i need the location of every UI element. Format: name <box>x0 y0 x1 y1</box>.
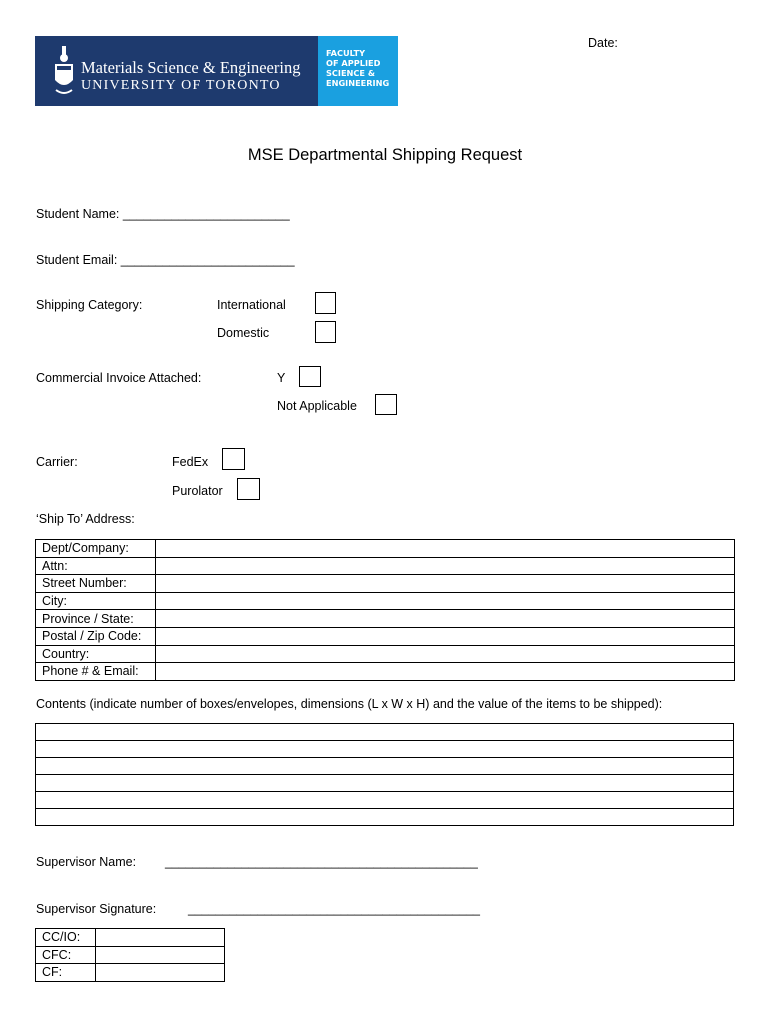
address-row-input[interactable] <box>156 627 735 645</box>
department-logo <box>35 36 398 106</box>
contents-line[interactable] <box>36 741 733 758</box>
address-row-input[interactable] <box>156 540 735 558</box>
carrier-label: Carrier: <box>36 455 78 469</box>
purolator-checkbox[interactable] <box>237 478 260 500</box>
invoice-not-applicable-label: Not Applicable <box>277 399 357 413</box>
international-label: International <box>217 298 286 312</box>
account-row-label: CC/IO: <box>36 929 96 947</box>
account-row-label: CFC: <box>36 946 96 964</box>
table-row <box>36 557 735 575</box>
contents-line[interactable] <box>36 792 733 809</box>
logo-department-name: Materials Science & Engineering <box>81 58 301 77</box>
contents-label: Contents (indicate number of boxes/envelopes, dimensions (L x W x H) and the value of the items to be shipped): <box>36 697 663 711</box>
table-row <box>36 540 735 558</box>
address-row-input[interactable] <box>156 645 735 663</box>
address-row-label: Street Number: <box>36 575 156 593</box>
contents-line[interactable] <box>36 775 733 792</box>
table-row <box>36 964 225 982</box>
address-row-label: Attn: <box>36 557 156 575</box>
address-row-label: Postal / Zip Code: <box>36 627 156 645</box>
account-table <box>35 928 225 982</box>
purolator-label: Purolator <box>172 484 223 498</box>
faculty-line-2: OF APPLIED <box>326 58 381 68</box>
table-row <box>36 610 735 628</box>
account-row-input[interactable] <box>96 946 225 964</box>
address-row-input[interactable] <box>156 557 735 575</box>
logo-wordmark <box>35 36 318 106</box>
fedex-checkbox[interactable] <box>222 448 245 470</box>
table-row <box>36 663 735 681</box>
contents-line[interactable] <box>36 809 733 826</box>
fedex-label: FedEx <box>172 455 209 469</box>
domestic-checkbox[interactable] <box>315 321 336 343</box>
faculty-line-1: FACULTY <box>326 48 366 58</box>
account-row-input[interactable] <box>96 929 225 947</box>
contents-line[interactable] <box>36 758 733 775</box>
supervisor-name-label: Supervisor Name: <box>36 855 137 869</box>
address-row-input[interactable] <box>156 575 735 593</box>
address-row-label: City: <box>36 592 156 610</box>
supervisor-signature-label: Supervisor Signature: <box>36 902 157 916</box>
crest-icon <box>53 46 75 96</box>
address-row-input[interactable] <box>156 592 735 610</box>
table-row <box>36 946 225 964</box>
address-row-input[interactable] <box>156 663 735 681</box>
logo-university-name: UNIVERSITY OF TORONTO <box>81 78 281 93</box>
address-row-label: Phone # & Email: <box>36 663 156 681</box>
account-row-label: CF: <box>36 964 96 982</box>
table-row <box>36 575 735 593</box>
supervisor-name-field[interactable]: _____________________________________________ <box>165 855 478 869</box>
student-name-field[interactable]: Student Name: ________________________ <box>36 207 290 221</box>
faculty-line-4: ENGINEERING <box>326 78 390 88</box>
address-row-label: Province / State: <box>36 610 156 628</box>
table-row <box>36 645 735 663</box>
address-row-input[interactable] <box>156 610 735 628</box>
domestic-label: Domestic <box>217 326 270 340</box>
address-row-label: Country: <box>36 645 156 663</box>
invoice-yes-checkbox[interactable] <box>299 366 321 387</box>
faculty-line-3: SCIENCE & <box>326 68 375 78</box>
table-row <box>36 627 735 645</box>
invoice-yes-label: Y <box>277 371 286 385</box>
contents-line[interactable] <box>36 724 733 741</box>
table-row <box>36 929 225 947</box>
student-email-field[interactable]: Student Email: _________________________ <box>36 253 295 267</box>
shipping-category-label: Shipping Category: <box>36 298 143 312</box>
address-row-label: Dept/Company: <box>36 540 156 558</box>
account-row-input[interactable] <box>96 964 225 982</box>
supervisor-signature-field[interactable]: __________________________________________ <box>188 902 480 916</box>
ship-to-label: ‘Ship To’ Address: <box>36 512 135 526</box>
invoice-not-applicable-checkbox[interactable] <box>375 394 397 415</box>
page-title: MSE Departmental Shipping Request <box>247 146 523 164</box>
international-checkbox[interactable] <box>315 292 336 314</box>
contents-box[interactable] <box>35 723 734 826</box>
ship-to-table <box>35 539 735 681</box>
table-row <box>36 592 735 610</box>
commercial-invoice-label: Commercial Invoice Attached: <box>36 371 202 385</box>
date-label: Date: <box>588 36 618 50</box>
faculty-badge <box>318 36 398 106</box>
